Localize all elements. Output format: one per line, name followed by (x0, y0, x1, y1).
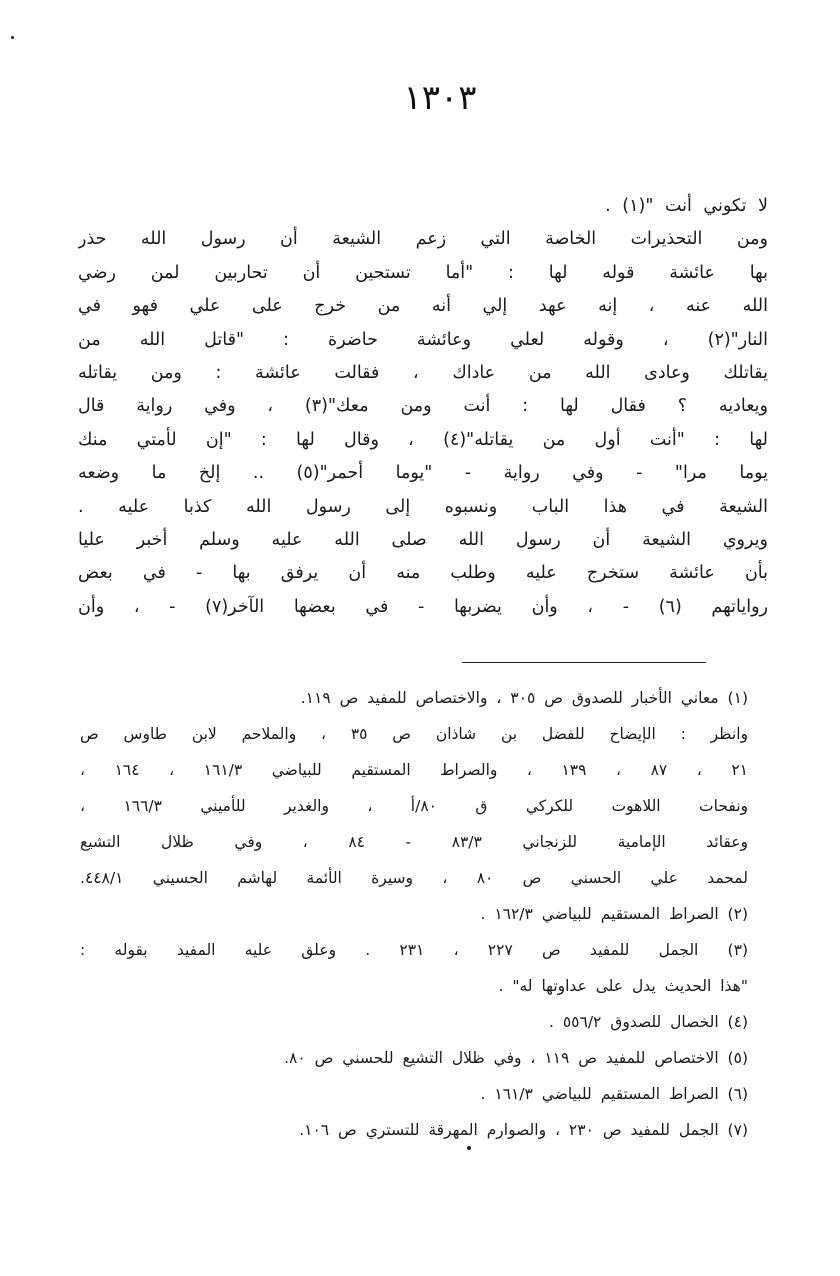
footnotes (80, 680, 748, 1148)
footnote-line: (٦) الصراط المستقيم للبياضي ١٦١/٣ . (480, 1085, 748, 1103)
footnote-line: (٢) الصراط المستقيم للبياضي ١٦٢/٣ . (480, 905, 748, 923)
scan-speck (11, 36, 14, 39)
text-line: يوما مرا" - وفي رواية - "يوما أحمر"(٥) .. إلخ ما وضعه (78, 463, 768, 484)
text-line: لها : "أنت أول من يقاتله"(٤) ، وقال لها : "إن لأمتي منك (78, 429, 768, 450)
scan-speck (467, 1146, 471, 1150)
footnote-divider (462, 662, 706, 663)
footnote-line: (٧) الجمل للمفيد ص ٢٣٠ ، والصوارم المهرقة للتستري ص ١٠٦. (299, 1121, 748, 1139)
text-line: ويعاديه ؟ فقال لها : أنت ومن معك"(٣) ، وفي رواية قال (78, 396, 768, 417)
footnote-line: وانظر : الإيضاح للفضل بن شاذان ص ٣٥ ، والملاحم لابن طاوس ص (80, 725, 748, 743)
footnote-line: وعقائد الإمامية للزنجاني ٨٣/٣ - ٨٤ ، وفي ظلال التشيع (80, 833, 748, 851)
text-line: رواياتهم (٦) - ، وأن يضربها - في بعضها الآخر(٧) - ، وأن (78, 596, 768, 617)
footnote-line: (١) معاني الأخبار للصدوق ص ٣٠٥ ، والاختصاص للمفيد ص ١١٩. (300, 689, 748, 707)
page-number: ١٣٠٣ (403, 78, 477, 118)
text-line: الله عنه ، إنه عهد إلي أنه من خرج على علي فهو في (78, 296, 768, 317)
text-line: بأن عائشة ستخرج عليه وطلب منه أن يرفق بها - في بعض (78, 563, 768, 584)
footnote-line: (٣) الجمل للمفيد ص ٢٢٧ ، ٢٣١ . وعلق عليه المفيد بقوله : (80, 941, 748, 959)
text-line: الشيعة في هذا الباب ونسبوه إلى رسول الله كذبا عليه . (78, 496, 768, 517)
text-line: ومن التحذيرات الخاصة التي زعم الشيعة أن رسول الله حذر (78, 229, 768, 250)
footnote-line: (٤) الخصال للصدوق ٥٥٦/٢ . (548, 1013, 748, 1031)
footnote-line: ونفحات اللاهوت للكركي ق ٨٠/أ ، والغدير للأميني ١٦٦/٣ ، (80, 797, 748, 815)
text-line: النار"(٢) ، وقوله لعلي وعائشة حاضرة : "قاتل الله من (78, 329, 768, 350)
footnote-line: لمحمد علي الحسني ص ٨٠ ، وسيرة الأئمة لهاشم الحسيني ٤٤٨/١. (80, 869, 748, 887)
text-line: ويروي الشيعة أن رسول الله صلى الله عليه وسلم أخبر عليا (78, 529, 768, 550)
footnote-line: ٢١ ، ٨٧ ، ١٣٩ ، والصراط المستقيم للبياضي ١٦١/٣ ، ١٦٤ ، (80, 761, 748, 779)
main-text (78, 190, 768, 624)
text-line: يقاتلك وعادى الله من عاداك ، فقالت عائشة : ومن يقاتله (78, 362, 768, 383)
text-line: بها عائشة قوله لها : "أما تستحين أن تحاربين لمن رضي (78, 262, 768, 283)
text-line: لا تكوني أنت "(١) . (605, 196, 768, 216)
footnote-line: "هذا الحديث يدل على عداوتها له" . (498, 977, 748, 995)
footnote-line: (٥) الاختصاص للمفيد ص ١١٩ ، وفي ظلال التشيع للحسني ص ٨٠. (284, 1049, 748, 1067)
